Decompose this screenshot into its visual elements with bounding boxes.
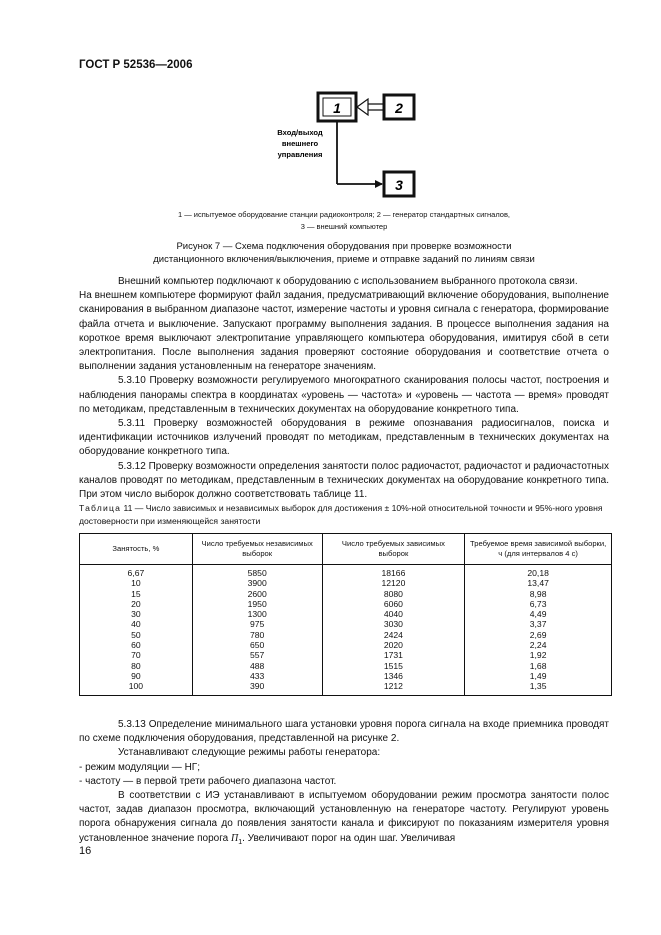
cell-occupancy: 70: [80, 650, 193, 660]
cell-sample-time: 2,69: [465, 630, 612, 640]
external-control-label-line-3: управления: [277, 150, 323, 159]
cell-dependent-samples: 3030: [322, 619, 465, 629]
list-item: - частоту — в первой трети рабочего диапазона частот.: [79, 775, 337, 787]
cell-independent-samples: 390: [192, 681, 322, 695]
cell-occupancy: 60: [80, 640, 193, 650]
paragraph-5-3-13: 5.3.13 Определение минимального шага установки уровня порога сигнала на входе приемника проводят по схеме подключения оборудования, представленной на рисунке 2.: [79, 719, 609, 745]
cell-occupancy: 30: [80, 609, 193, 619]
column-header-dependent-samples: Число требуемых зависимых выборок: [322, 534, 465, 565]
box-3-label: 3: [395, 177, 403, 193]
cell-dependent-samples: 2424: [322, 630, 465, 640]
paragraph-5-3-11: 5.3.11 Проверку возможностей оборудования в режиме опознавания радиосигналов, поиска и идентификации источников излучений проводят по методикам, представленным в технических документах на оборудование конкретного типа.: [79, 418, 609, 458]
table-row: [80, 640, 612, 650]
cell-occupancy: 80: [80, 661, 193, 671]
paragraph: Внешний компьютер подключают к оборудованию с использованием выбранного протокола связи.: [118, 276, 578, 287]
connector-1-to-3: [337, 121, 382, 184]
cell-occupancy: 10: [80, 578, 193, 588]
cell-occupancy: 90: [80, 671, 193, 681]
page-number: 16: [79, 845, 92, 857]
cell-independent-samples: 1300: [192, 609, 322, 619]
table-caption-text: 11 — Число зависимых и независимых выборок для достижения ± 10%-ной относительной точности и 95%-ного уровня достоверности при изменяющейся занятости: [79, 503, 603, 526]
paragraph-text: В соответствии с ИЭ устанавливают в испытуемом оборудовании режим просмотра занятости полос частот, задав диапазон просмотра, включающий установленную на генераторе частоту. Регулируют уровень порога обнаружения сигнала до появления занятости канала и фиксируют по показаниям измерителя уровня установленное значение порога: [79, 790, 609, 844]
document-header: ГОСТ Р 52536—2006: [79, 59, 193, 71]
body-text-upper: [79, 275, 609, 502]
cell-independent-samples: 3900: [192, 578, 322, 588]
box-equipment: [318, 93, 356, 121]
table-row: [80, 599, 612, 609]
cell-independent-samples: 650: [192, 640, 322, 650]
figure-legend: [79, 209, 609, 233]
box-computer: [384, 172, 414, 196]
cell-sample-time: 1,49: [465, 671, 612, 681]
cell-dependent-samples: 12120: [322, 578, 465, 588]
cell-independent-samples: 488: [192, 661, 322, 671]
table-row: [80, 661, 612, 671]
cell-sample-time: 3,37: [465, 619, 612, 629]
cell-sample-time: 8,98: [465, 589, 612, 599]
cell-independent-samples: 2600: [192, 589, 322, 599]
arrow-2-to-1: [357, 99, 384, 115]
column-header-occupancy: Занятость, %: [80, 534, 193, 565]
cell-independent-samples: 557: [192, 650, 322, 660]
paragraph-5-3-12: 5.3.12 Проверку возможности определения занятости полос радиочастот, радиочастот и радиочастотных каналов проводят по методикам, представленным в технических документах на оборудование конкретного типа. При этом число выборок должно соответствовать таблице 11.: [79, 460, 609, 501]
table-row: [80, 565, 612, 579]
external-control-label-line-2: внешнего: [281, 139, 319, 148]
table-header-row: [80, 534, 612, 565]
cell-dependent-samples: 1731: [322, 650, 465, 660]
box-1-label: 1: [333, 100, 341, 116]
column-header-sample-time: Требуемое время зависимой выборки, ч (для интервалов 4 с): [465, 534, 612, 565]
box-generator: [384, 95, 414, 119]
cell-independent-samples: 5850: [192, 565, 322, 579]
body-text-lower: [79, 718, 609, 850]
figure-legend-line-1: 1 — испытуемое оборудование станции радиоконтроля; 2 — генератор стандартных сигналов,: [177, 210, 511, 219]
list-item: - режим модуляции — НГ;: [79, 761, 201, 773]
table-row: [80, 681, 612, 695]
table-row: [80, 671, 612, 681]
table-row: [80, 619, 612, 629]
cell-dependent-samples: 18166: [322, 565, 465, 579]
figure-caption-line-2: дистанционного включения/выключения, приеме и отправке заданий по линиям связи: [153, 254, 535, 265]
cell-sample-time: 6,73: [465, 599, 612, 609]
cell-independent-samples: 1950: [192, 599, 322, 609]
cell-dependent-samples: 8080: [322, 589, 465, 599]
cell-independent-samples: 780: [192, 630, 322, 640]
table-body: [80, 565, 612, 696]
cell-occupancy: 20: [80, 599, 193, 609]
cell-occupancy: 6,67: [80, 565, 193, 579]
cell-occupancy: 15: [80, 589, 193, 599]
cell-sample-time: 4,49: [465, 609, 612, 619]
cell-dependent-samples: 1212: [322, 681, 465, 695]
cell-occupancy: 40: [80, 619, 193, 629]
cell-independent-samples: 433: [192, 671, 322, 681]
occupancy-samples-table: [79, 533, 612, 696]
table-caption-prefix: Таблица: [79, 503, 122, 513]
table-row: [80, 589, 612, 599]
box-2-label: 2: [395, 100, 403, 116]
cell-sample-time: 20,18: [465, 565, 612, 579]
table-caption: [79, 502, 619, 527]
figure-caption-line-1: Рисунок 7 — Схема подключения оборудования при проверке возможности: [176, 241, 512, 252]
paragraph-5-3-10: 5.3.10 Проверку возможности регулируемого многократного сканирования полосы частот, построения и наблюдения панорамы спектра в координатах «уровень — частота» и «уровень — частота — время» проводят по методикам, представленным в технических документах на оборудование конкретного типа.: [79, 375, 609, 415]
connection-diagram: [0, 0, 661, 240]
paragraph-text-tail: . Увеличивают порог на один шаг. Увеличивая: [242, 832, 456, 844]
cell-dependent-samples: 6060: [322, 599, 465, 609]
table-row: [80, 578, 612, 588]
column-header-independent-samples: Число требуемых независимых выборок: [192, 534, 322, 565]
cell-sample-time: 13,47: [465, 578, 612, 588]
threshold-symbol: П: [230, 832, 239, 844]
threshold-subscript: 1: [238, 838, 243, 846]
external-control-label-line-1: Вход/выход: [277, 128, 323, 137]
cell-occupancy: 100: [80, 681, 193, 695]
cell-dependent-samples: 1346: [322, 671, 465, 681]
paragraph: На внешнем компьютере формируют файл задания, предусматривающий включение оборудования, выполнение сканирования в выбранном диапазоне частот, измерение частоты и уровня сигнала с генератора, формирование файла отчета и выключение. Запускают программу выполнения задания. В процессе выполнения задания на короткое время выключают электропитание управляющего компьютера оборудования, имитируя сбой в сети электропитания. После выполнения задания проверяют состояние оборудования и соответствие отчета о выполнении задания установленным на генераторе значениям.: [79, 290, 609, 373]
cell-occupancy: 50: [80, 630, 193, 640]
cell-sample-time: 1,35: [465, 681, 612, 695]
cell-sample-time: 1,92: [465, 650, 612, 660]
cell-sample-time: 1,68: [465, 661, 612, 671]
table-row: [80, 630, 612, 640]
cell-dependent-samples: 2020: [322, 640, 465, 650]
table-row: [80, 609, 612, 619]
cell-independent-samples: 975: [192, 619, 322, 629]
cell-sample-time: 2,24: [465, 640, 612, 650]
paragraph: [79, 789, 609, 850]
paragraph: Устанавливают следующие режимы работы генератора:: [118, 747, 381, 759]
table-row: [80, 650, 612, 660]
cell-dependent-samples: 4040: [322, 609, 465, 619]
figure-caption: [79, 240, 609, 266]
figure-legend-line-2: 3 — внешний компьютер: [300, 222, 388, 231]
cell-dependent-samples: 1515: [322, 661, 465, 671]
